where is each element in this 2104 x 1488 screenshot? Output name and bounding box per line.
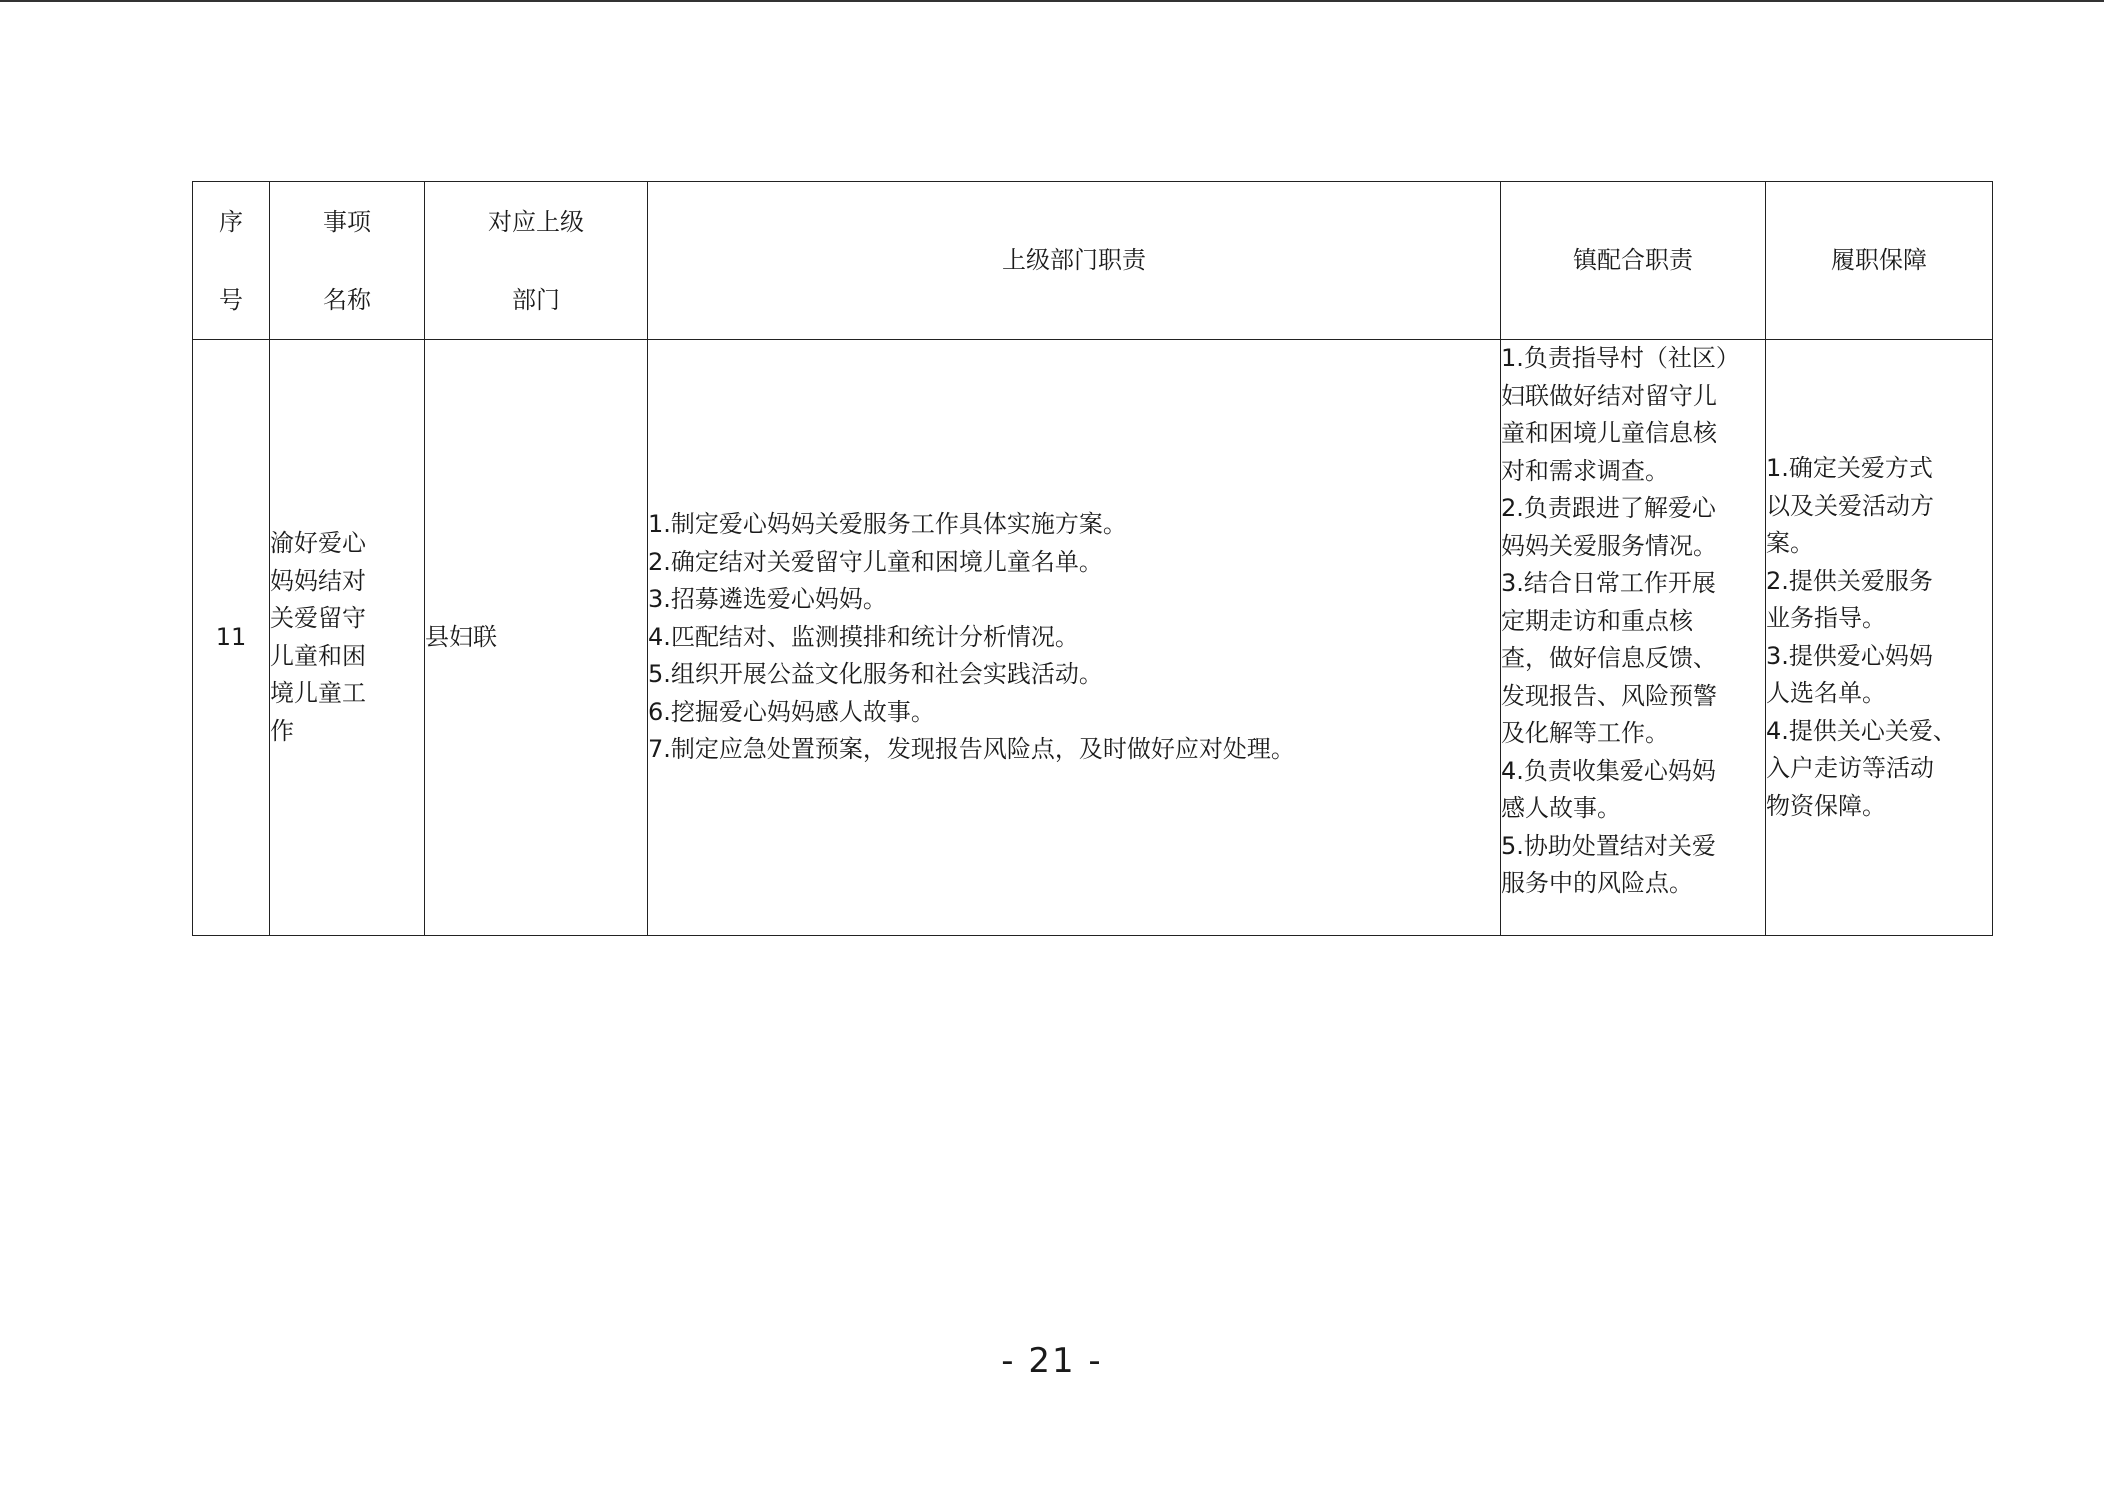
guarantee-line: 业务指导。	[1766, 604, 1886, 632]
table-row	[193, 340, 1993, 936]
header-item-name-line-2: 名称	[323, 285, 371, 314]
table-header-row	[193, 182, 1993, 340]
guarantee-line: 2.提供关爱服务	[1766, 566, 1933, 595]
superior-duty-item: 1.制定爱心妈妈关爱服务工作具体实施方案。	[648, 510, 1127, 539]
header-item-name	[270, 182, 425, 340]
town-duty-line: 发现报告、风险预警	[1501, 681, 1717, 710]
item-name-line: 渝好爱心	[270, 529, 366, 557]
item-name-line: 关爱留守	[270, 604, 366, 632]
town-duty-line: 2.负责跟进了解爱心	[1501, 494, 1716, 522]
town-duty-line: 童和困境儿童信息核	[1501, 419, 1717, 447]
guarantee-line: 4.提供关心关爱、	[1766, 716, 1957, 745]
guarantee-line: 3.提供爱心妈妈	[1766, 641, 1933, 670]
town-duty-line: 对和需求调查。	[1501, 456, 1669, 485]
guarantee-line: 1.确定关爱方式	[1766, 454, 1933, 482]
town-duty-line: 4.负责收集爱心妈妈	[1501, 756, 1716, 785]
page-top-border	[0, 0, 2104, 2]
row-item-name	[270, 340, 425, 936]
superior-duty-item: 5.组织开展公益文化服务和社会实践活动。	[648, 660, 1103, 689]
header-index	[193, 182, 270, 340]
header-superior-duties: 上级部门职责	[648, 182, 1501, 340]
header-town-duties: 镇配合职责	[1501, 182, 1766, 340]
header-superior-dept	[425, 182, 648, 340]
town-duty-line: 查，做好信息反馈、	[1501, 644, 1717, 672]
item-name-line: 境儿童工	[270, 679, 366, 707]
town-duty-line: 5.协助处置结对关爱	[1501, 831, 1716, 860]
header-index-line-2: 号	[219, 285, 243, 314]
header-superior-dept-line-1: 对应上级	[488, 207, 584, 236]
header-index-line-1: 序	[219, 207, 243, 236]
header-superior-dept-line-2: 部门	[512, 285, 560, 314]
duty-table	[192, 181, 1993, 936]
header-guarantee: 履职保障	[1766, 182, 1993, 340]
superior-duty-item: 3.招募遴选爱心妈妈。	[648, 585, 887, 614]
guarantee-line: 案。	[1766, 529, 1814, 557]
town-duty-line: 及化解等工作。	[1501, 719, 1669, 747]
town-duty-line: 感人故事。	[1501, 794, 1621, 822]
row-superior-duties	[648, 340, 1501, 936]
row-superior-dept: 县妇联	[425, 340, 648, 936]
item-name-line: 作	[270, 716, 294, 745]
row-town-duties	[1501, 340, 1766, 936]
town-duty-line: 妈妈关爱服务情况。	[1501, 531, 1717, 560]
superior-duty-item: 6.挖掘爱心妈妈感人故事。	[648, 697, 935, 726]
guarantee-line: 人选名单。	[1766, 679, 1886, 707]
header-item-name-line-1: 事项	[323, 207, 371, 236]
item-name-line: 儿童和困	[270, 641, 366, 670]
town-duty-line: 服务中的风险点。	[1501, 869, 1693, 897]
town-duty-line: 妇联做好结对留守儿	[1501, 381, 1717, 410]
guarantee-line: 以及关爱活动方	[1766, 491, 1934, 520]
row-index: 11	[193, 340, 270, 936]
superior-duty-item: 2.确定结对关爱留守儿童和困境儿童名单。	[648, 547, 1103, 576]
item-name-line: 妈妈结对	[270, 566, 366, 595]
town-duty-line: 1.负责指导村（社区）	[1501, 344, 1740, 372]
page-number: - 21 -	[1001, 1341, 1103, 1381]
row-guarantee	[1766, 340, 1993, 936]
superior-duty-item: 4.匹配结对、监测摸排和统计分析情况。	[648, 622, 1079, 651]
guarantee-line: 物资保障。	[1766, 791, 1886, 820]
superior-duty-item: 7.制定应急处置预案，发现报告风险点，及时做好应对处理。	[648, 735, 1295, 764]
guarantee-line: 入户走访等活动	[1766, 754, 1934, 782]
town-duty-line: 定期走访和重点核	[1501, 606, 1693, 635]
town-duty-line: 3.结合日常工作开展	[1501, 569, 1716, 597]
